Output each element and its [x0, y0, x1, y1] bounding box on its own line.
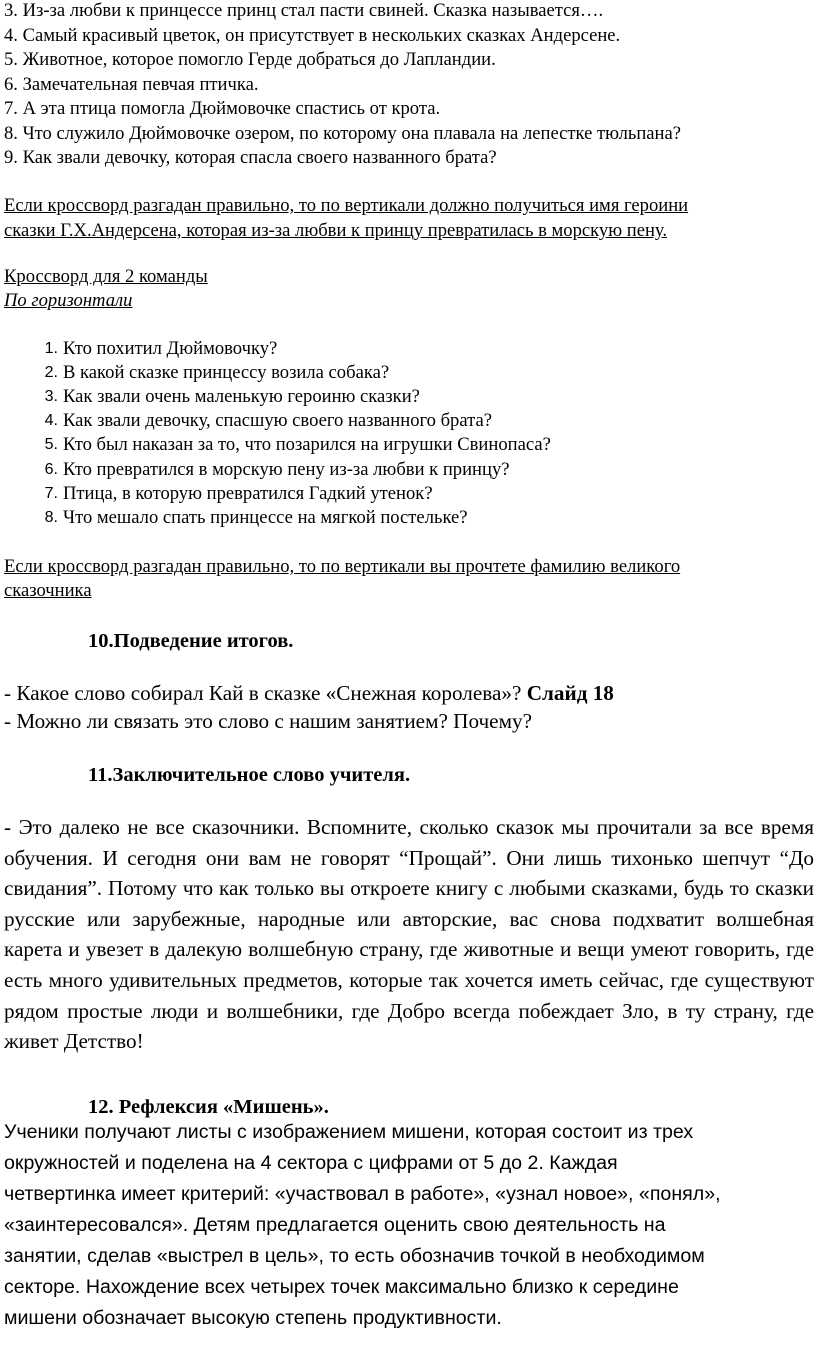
section-11-paragraph: - Это далеко не все сказочники. Вспомните, сколько сказок мы прочитали за все время обучения. И сегодня они вам не говорят “Прощай”. Они лишь тихонько шепчут “До свидания”. Потому что как только вы откроете книгу с любыми сказками, будь то сказки русские или зарубежные, народные или авторские, вас снова подхватит волшебная карета и увезет в далекую волшебную страну, где животные и вещи умеют говорить, где есть много удивительных предметов, которые так хочется иметь сейчас, где существуют рядом простые люди и волшебники, где Добро всегда побеждает Зло, в ту страну, где живет Детство!: [4, 815, 814, 1054]
list-item-text: Что мешало спать принцессе на мягкой постельке?: [63, 507, 468, 528]
list-item-number: 7.: [44, 485, 58, 502]
slide-reference: Слайд 18: [526, 681, 614, 705]
question-9: 9. Как звали девочку, которая спасла своего названного брата?: [4, 147, 497, 168]
list-item-number: 6.: [44, 461, 58, 478]
list-item-text: Кто был наказан за то, что позарился на игрушки Свинопаса?: [63, 434, 551, 455]
crossword-note-2-line-1: Если кроссворд разгадан правильно, то по вертикали вы прочтете фамилию великого: [4, 556, 681, 577]
list-item-number: 5.: [44, 436, 58, 453]
section-11-title: 11.Заключительное слово учителя.: [88, 764, 411, 786]
list-item-text: Как звали очень маленькую героиню сказки?: [63, 386, 420, 407]
list-item-number: 2.: [44, 364, 58, 381]
list-item-text: Кто превратился в морскую пену из-за любви к принцу?: [63, 459, 510, 480]
section-10-question-2: - Можно ли связать это слово с нашим занятием? Почему?: [4, 709, 532, 733]
section-12-line: секторе. Нахождение всех четырех точек максимально близко к середине: [4, 1276, 679, 1298]
question-3: 3. Из-за любви к принцессе принц стал пасти свиней. Сказка называется….: [4, 0, 604, 21]
section-12-line: четвертинка имеет критерий: «участвовал в работе», «узнал новое», «понял»,: [4, 1183, 721, 1205]
question-5: 5. Животное, которое помогло Герде добраться до Лапландии.: [4, 49, 496, 70]
team2-title: Кроссворд для 2 команды: [4, 266, 208, 287]
section-10-question-1: [4, 680, 614, 706]
question-6: 6. Замечательная певчая птичка.: [4, 73, 259, 95]
question-7: 7. А эта птица помогла Дюймовочке спастись от крота.: [4, 98, 441, 119]
section-12-title: 12. Рефлексия «Мишень».: [88, 1096, 329, 1118]
section-12-line: мишени обозначает высокую степень продуктивности.: [4, 1307, 502, 1329]
question-4: 4. Самый красивый цветок, он присутствует в нескольких сказках Андерсене.: [4, 24, 621, 46]
crossword-note-2-line-2: сказочника: [4, 580, 92, 601]
list-item-number: 1.: [44, 340, 58, 357]
section-12-line: окружностей и поделена на 4 сектора с цифрами от 5 до 2. Каждая: [4, 1152, 618, 1174]
list-item-number: 8.: [44, 509, 58, 526]
list-item-number: 3.: [44, 388, 58, 405]
list-item-text: Птица, в которую превратился Гадкий утенок?: [63, 483, 433, 504]
list-item-number: 4.: [44, 412, 58, 429]
section-10-title: 10.Подведение итогов.: [88, 630, 294, 652]
crossword-note-1-line-2: сказки Г.Х.Андерсена, которая из-за любви к принцу превратилась в морскую пену.: [4, 220, 667, 241]
section-10-question-1-text: - Какое слово собирал Кай в сказке «Снежная королева»?: [4, 681, 527, 705]
section-12-line: Ученики получают листы с изображением мишени, которая состоит из трех: [4, 1121, 694, 1143]
section-12-line: занятии, сделав «выстрел в цель», то есть обозначив точкой в необходимом: [4, 1245, 705, 1267]
list-item-text: В какой сказке принцессу возила собака?: [63, 362, 390, 383]
list-item-text: Как звали девочку, спасшую своего названного брата?: [63, 410, 492, 431]
question-8: 8. Что служило Дюймовочке озером, по которому она плавала на лепестке тюльпана?: [4, 122, 681, 144]
section-12-line: «заинтересовался». Детям предлагается оценить свою деятельность на: [4, 1214, 666, 1236]
section-12-paragraph: [4, 1117, 816, 1334]
list-item-text: Кто похитил Дюймовочку?: [63, 338, 278, 359]
horizontal-label: По горизонтали: [4, 290, 133, 311]
crossword-note-1-line-1: Если кроссворд разгадан правильно, то по вертикали должно получиться имя героини: [4, 195, 689, 216]
